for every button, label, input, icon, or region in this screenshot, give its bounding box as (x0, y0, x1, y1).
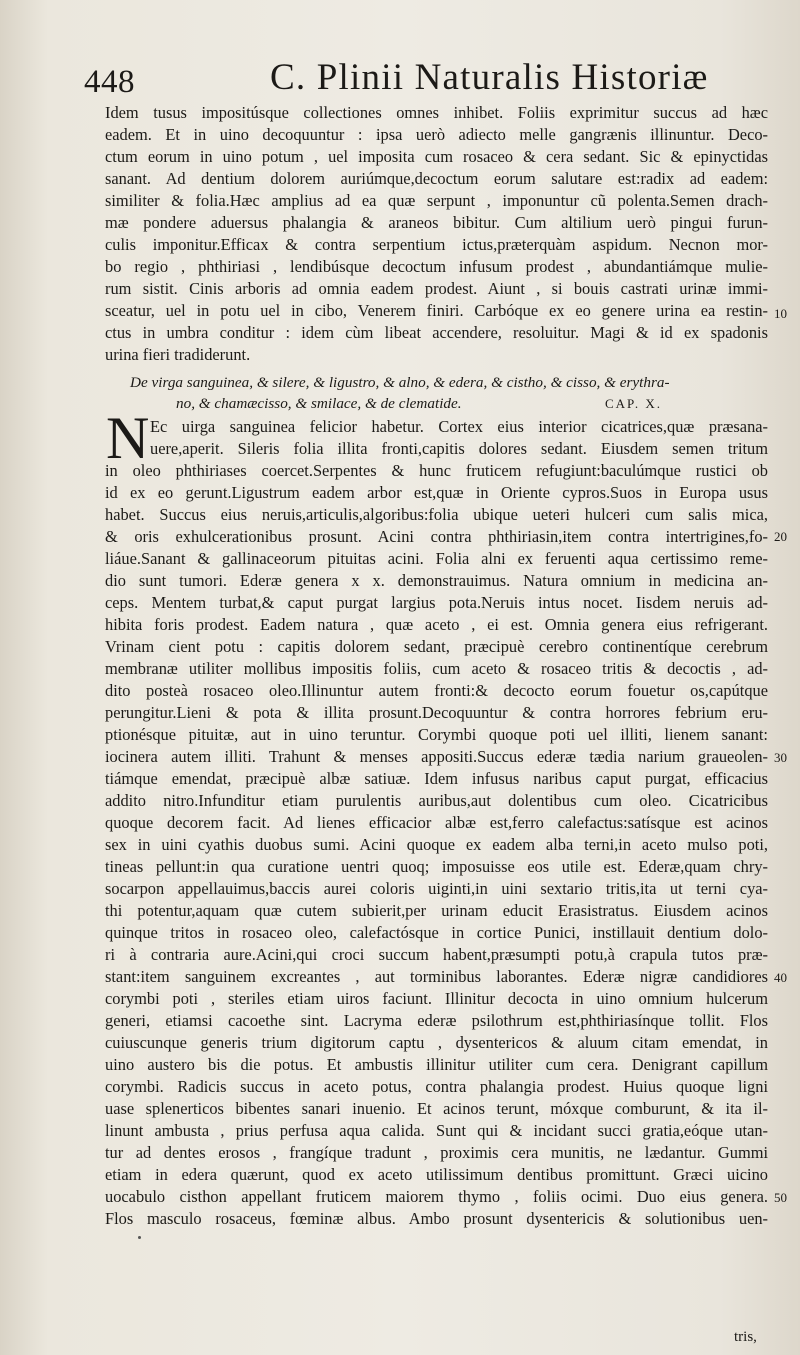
text-line: tineas pellunt:in qua curatione uentri quoq; imposuisse eos utile est. Ederæ,quam chry- (105, 857, 768, 876)
chapter-caption-line: no, & chamæcisso, & smilace, & de clematide. (176, 395, 462, 412)
text-line: & oris exhulcerationibus prosunt. Acini contra phthiriasin,item contra intertrigines,fo- (105, 527, 768, 546)
text-line: uere,aperit. Sileris folia illita fronti,capitis dolores sedant. Eiusdem semen tritum (150, 439, 768, 458)
margin-line-number: 30 (774, 750, 787, 765)
text-line: dio sunt tumori. Ederæ genera x x. demonstrauimus. Natura omnium in medicina an- (105, 571, 768, 590)
chapter-number: CAP. X. (605, 396, 662, 411)
text-line: liáue.Sanant & gallinaceorum pituitas acini. Folia alni ex feruenti aqua certissimo reme- (105, 549, 768, 568)
text-line: sex in uini cyathis duobus sumi. Acini quoque ex eadem alba terni,in aceto mulso poti, (105, 835, 768, 854)
text-line: thi potentur,aquam quæ cutem subierit,per urinam educit Erasistratus. Eiusdem acinos (105, 901, 768, 920)
text-line: id ex eo gerunt.Ligustrum eadem arbor est,quæ in Oriente cypros.Suos in Europa usus (105, 483, 768, 502)
text-line: similiter & folia.Hæc amplius ad ea quæ serpunt , imponuntur cũ polenta.Semen drach- (105, 191, 768, 210)
margin-line-number: 50 (774, 1190, 787, 1205)
text-line: corymbi poti , steriles etiam uiros faciunt. Illinitur decocta in uino omnium hulcerum (105, 989, 768, 1008)
margin-line-number: 40 (774, 970, 787, 985)
drop-cap: N (106, 405, 150, 471)
text-line: eadem. Et in uino decoquuntur : ipsa uerò adiecto melle gangrænis illinuntur. Deco- (105, 125, 768, 144)
running-title: C. Plinii Naturalis Historiæ (270, 57, 709, 98)
catchword: tris, (734, 1329, 757, 1345)
text-line: tur ad dentes erosos , frangíque tradunt , proximis cera munitis, ne lædantur. Gummi (105, 1143, 768, 1162)
text-line: uino austero bis die potus. Et ambustis illinitur utiliter cum cera. Denigrant capillum (105, 1055, 768, 1074)
text-line: sanant. Ad dentium dolorem auriúmque,decoctum eorum salutare est:radix ad eadem: (105, 169, 768, 188)
text-line: generi, etiamsi cacoethe sint. Lacryma ederæ psilothrum est,phthiriasínque tollit. Flos (105, 1011, 768, 1030)
text-line: iocinera autem illiti. Trahunt & menses appositi.Succus ederæ tædia narium graueolen- (105, 747, 768, 766)
text-line: socarpon appellauimus,baccis aurei coloris uiginti,in uini sextario tritis,ita ut terni cya- (105, 879, 768, 898)
text-line: mæ pondere aduersus phalangia & araneos bibitur. Cum altilium uerò pingui furun- (105, 213, 768, 232)
text-line: stant:item sanguinem excreantes , aut torminibus laborantes. Ederæ nigræ candidiores (105, 967, 768, 986)
text-line: urina fieri tradiderunt. (105, 345, 251, 364)
text-line: bo regio , phthiriasi , lendibúsque decoctum infusum prodest , abundantiámque mulie- (105, 257, 768, 276)
text-line: perungitur.Lieni & pota & illita prosunt.Decoquuntur & contra horrores febrium eru- (105, 703, 768, 722)
text-line: quinque tritos in rosaceo oleo, calefactósque in cortice Punici, instillauit dentium dolo- (105, 923, 768, 942)
text-line: ptionésque pituitæ, aut in uino teruntur. Corymbi quoque poti uel illiti, lienem sanant: (105, 725, 768, 744)
text-line: ceps. Mentem turbat,& caput purgat largius pota.Neruis intus nocet. Iisdem neruis ad- (105, 593, 768, 612)
text-line: ri à contraria aure.Acini,qui croci succum habent,præsumpti potu,à crapula tutos præ- (105, 945, 768, 964)
ink-speck (138, 1236, 141, 1239)
margin-line-number: 20 (774, 529, 787, 544)
text-line: Idem tusus impositúsque collectiones omnes inhibet. Foliis exprimitur succus ad hæc (105, 103, 768, 122)
text-line: uase splenerticos bibentes sanari inuenio. Et acinos terunt, móxque comburunt, & ita il- (105, 1099, 768, 1118)
text-line: sceatur, uel in potu uel in cibo, Venerem finiri. Carbóque ex eo genere urina ea restin- (105, 301, 768, 320)
text-line: cuiuscunque generis trium digitorum captu , dysentericos & aluum citam emendat, in (105, 1033, 768, 1052)
text-line: membranæ utiliter mollibus impositis foliis, cum aceto & rosaceo tritis & decoctis , ad- (105, 659, 768, 678)
text-line: Vrinam cient potu : capitis dolorem sedant, præcipuè cerebro continentíque cerebrum (105, 637, 768, 656)
text-line: hibita foris prodest. Eadem natura , quæ aceto , ei est. Omnia genera eius refrigerant. (105, 615, 768, 634)
text-line: tiámque emendat, præcipuè albæ satiuæ. Idem infusus naribus caput purgat, efficacius (105, 769, 768, 788)
text-line: ctum eorum in uino potum , uel imposita cum rosaceo & cera sedant. Sic & epinyctidas (105, 147, 768, 166)
text-line: linunt ambusta , prius perfusa aqua calida. Sunt qui & incidant succi gratia,eóque utan- (105, 1121, 768, 1140)
text-line: habet. Succus eius neruis,articulis,algoribus:folia ubique ueteri hulceri cum salis mica, (105, 505, 768, 524)
margin-line-number: 10 (774, 306, 787, 321)
page-number: 448 (84, 64, 135, 100)
text-line: addito nitro.Infunditur etiam purulentis auribus,aut dolentibus cum oleo. Cicatricibus (105, 791, 768, 810)
text-line: ctus in umbra conditur : idem cùm libeat accendere, resoluitur. Magi & id ex spadonis (105, 323, 768, 342)
text-line: culis imponitur.Efficax & contra serpentium ictus,præterquàm aspidum. Necnon mor- (105, 235, 768, 254)
text-line: dito posteà rosaceo oleo.Illinuntur autem fronti:& decocto eorum fouetur os,capútque (105, 681, 768, 700)
text-line: corymbi. Radicis succus in aceto potus, contra phalangia prodest. Huius quoque ligni (105, 1077, 768, 1096)
text-line: in oleo phthiriases coercet.Serpentes & hunc fruticem refugiunt:baculúmque rustici ob (105, 461, 768, 480)
text-line: Flos masculo rosaceus, fœminæ albus. Ambo prosunt dysentericis & solutionibus uen- (105, 1209, 768, 1228)
text-line: etiam in edera quærunt, quod ex aceto utilissimum dentibus promittunt. Græci uicino (105, 1165, 768, 1184)
text-line: rum sistit. Cinis arboris ad omnia eadem prodest. Aiunt , si bouis castrati urinæ immi- (105, 279, 768, 298)
text-line: quoque decorem facit. Ad lienes efficacior albæ est,ferro calefactus:satísque est acinos (105, 813, 768, 832)
text-line: Ec uirga sanguinea felicior habetur. Cortex eius interior cicatrices,quæ præsana- (150, 417, 768, 436)
text-line: uocabulo cisthon appellant fruticem maiorem thymo , foliis ocimi. Duo eius genera. (105, 1187, 768, 1206)
chapter-caption-line: De virga sanguinea, & silere, & ligustro, & alno, & edera, & cistho, & cisso, & erythra- (130, 374, 670, 391)
